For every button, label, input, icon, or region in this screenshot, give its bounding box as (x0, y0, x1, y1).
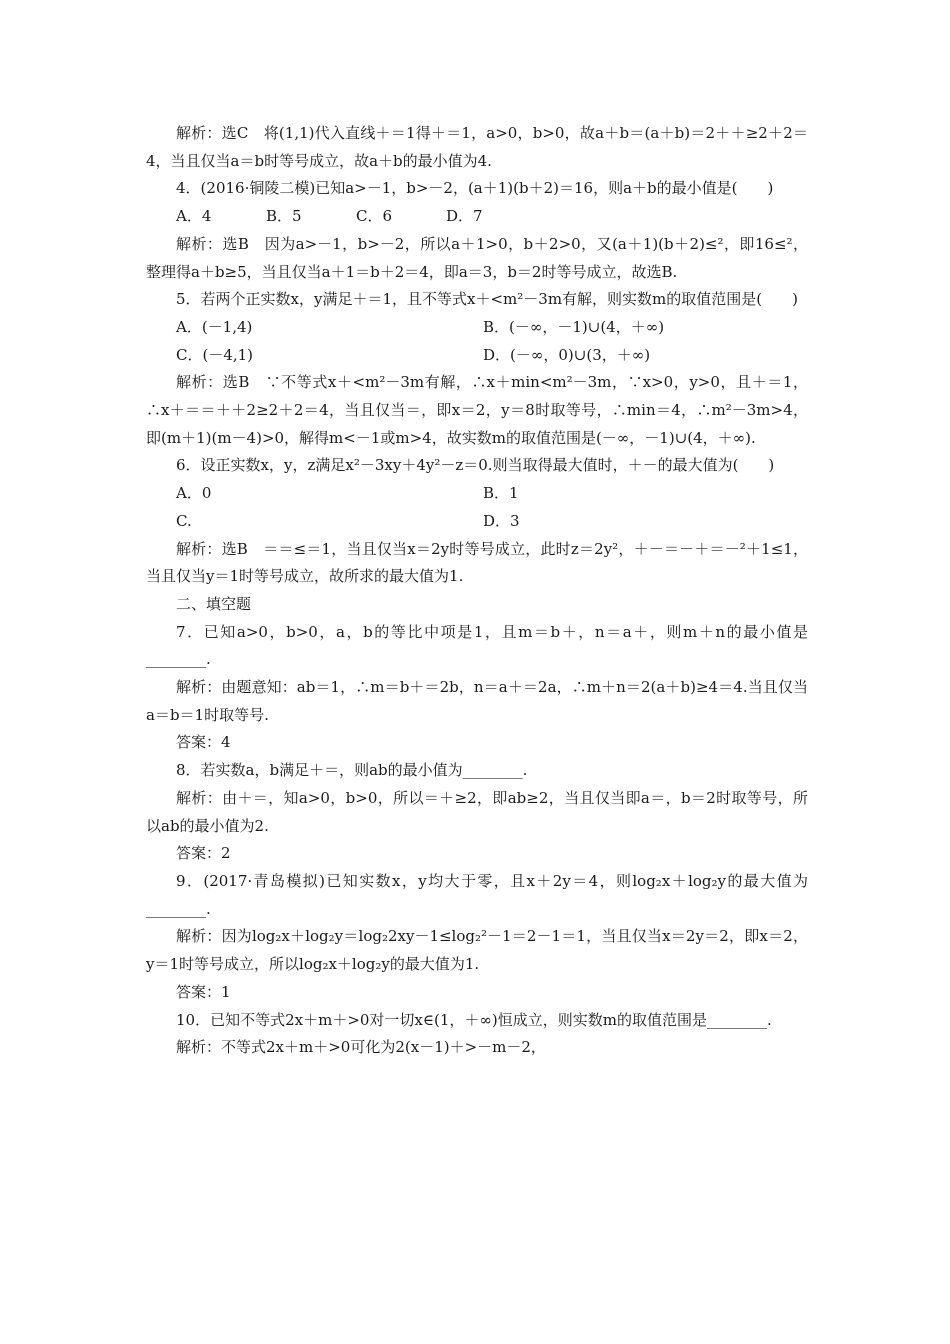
text-line: 9．(2017·青岛模拟)已知实数x，y均大于零，且x＋2y＝4，则log₂x＋log₂y的最大值为________. (146, 871, 808, 918)
text-line: 解析：由＋＝，知a>0，b>0，所以＝＋≥2，即ab≥2，当且仅当即a＝，b＝2时取等号，所以ab的最小值为2. (146, 788, 808, 835)
text-line: 解析：选B ∵不等式x＋<m²－3m有解，∴x＋min<m²－3m，∵x>0，y>0，且＋＝1，∴x＋＝＝＋＋2≥2＋2＝4，当且仅当＝，即x＝2，y＝8时取等号，∴min＝4，∴m²－3m>4，即(m＋1)(m－4)>0，解得m<－1或m>4，故实数m的取值范围是(－∞，－1)∪(4，＋∞). (146, 373, 808, 447)
text-line: 解析：因为log₂x＋log₂y＝log₂2xy－1≤log₂²－1＝2－1＝1，当且仅当x＝2y＝2，即x＝2，y＝1时等号成立，所以log₂x＋log₂y的最大值为1. (146, 927, 808, 974)
answer-option: D．(－∞，0)∪(3，＋∞) (483, 345, 651, 364)
answer-option: C．6 (356, 207, 393, 226)
answer-option: C. (176, 511, 192, 530)
answer-options-row (146, 342, 808, 370)
answer-option: B．1 (483, 484, 519, 503)
text-line: 答案：1 (176, 982, 231, 1001)
text-line: 解析：选C 将(1,1)代入直线＋＝1得＋＝1，a>0，b>0，故a＋b＝(a＋b)＝2＋＋≥2＋2＝4，当且仅当a＝b时等号成立，故a＋b的最小值为4. (146, 124, 808, 170)
answer-option: C．(－4,1) (176, 345, 254, 364)
answer-option: B．5 (266, 207, 302, 226)
text-line: 8．若实数a，b满足＋＝，则ab的最小值为________. (176, 761, 528, 780)
text-line: 10．已知不等式2x＋m＋>0对一切x∈(1，＋∞)恒成立，则实数m的取值范围是________. (176, 1010, 772, 1029)
text-line: 二、填空题 (176, 594, 252, 613)
text-line: 解析：选B ＝＝≤＝1，当且仅当x＝2y时等号成立，此时z＝2y²，＋－＝－＋＝－²＋1≤1，当且仅当y＝1时等号成立，故所求的最大值为1. (146, 539, 808, 586)
answer-option: A．0 (176, 484, 212, 503)
answer-option: A．(－1,4) (176, 317, 253, 336)
answer-option: B．(－∞，－1)∪(4，＋∞) (483, 317, 665, 336)
answer-options-row (146, 480, 808, 508)
text-line: 解析：选B 因为a>－1，b>－2，所以a＋1>0，b＋2>0，又(a＋1)(b＋2)≤²，即16≤²，整理得a＋b≥5，当且仅当a＋1＝b＋2＝4，即a＝3，b＝2时等号成立，故选B. (146, 234, 808, 281)
text-line: 5．若两个正实数x，y满足＋＝1，且不等式x＋<m²－3m有解，则实数m的取值范围是( ) (176, 290, 798, 309)
text-line: 解析：由题意知：ab＝1，∴m＝b＋＝2b，n＝a＋＝2a，∴m＋n＝2(a＋b)≥4＝4.当且仅当a＝b＝1时取等号. (146, 678, 808, 724)
text-line: 答案：4 (176, 733, 231, 752)
text-line: 4．(2016·铜陵二模)已知a>－1，b>－2，(a＋1)(b＋2)＝16，则a＋b的最小值是( ) (176, 179, 774, 198)
text-line: 解析：不等式2x＋m＋>0可化为2(x－1)＋>－m－2， (176, 1038, 546, 1057)
answer-options-row (146, 203, 808, 231)
text-line: 7．已知a>0，b>0，a，b的等比中项是1，且m＝b＋，n＝a＋，则m＋n的最小值是________. (146, 622, 808, 669)
answer-option: A．4 (176, 207, 212, 226)
answer-options-row (146, 508, 808, 536)
text-line: 答案：2 (176, 844, 231, 863)
answer-option: D．3 (483, 511, 520, 530)
answer-option: D．7 (446, 207, 483, 226)
text-line: 6．设正实数x，y，z满足x²－3xy＋4y²－z＝0.则当取得最大值时，＋－的最大值为( ) (176, 456, 775, 475)
answer-options-row (146, 314, 808, 342)
document-body (146, 120, 808, 1062)
